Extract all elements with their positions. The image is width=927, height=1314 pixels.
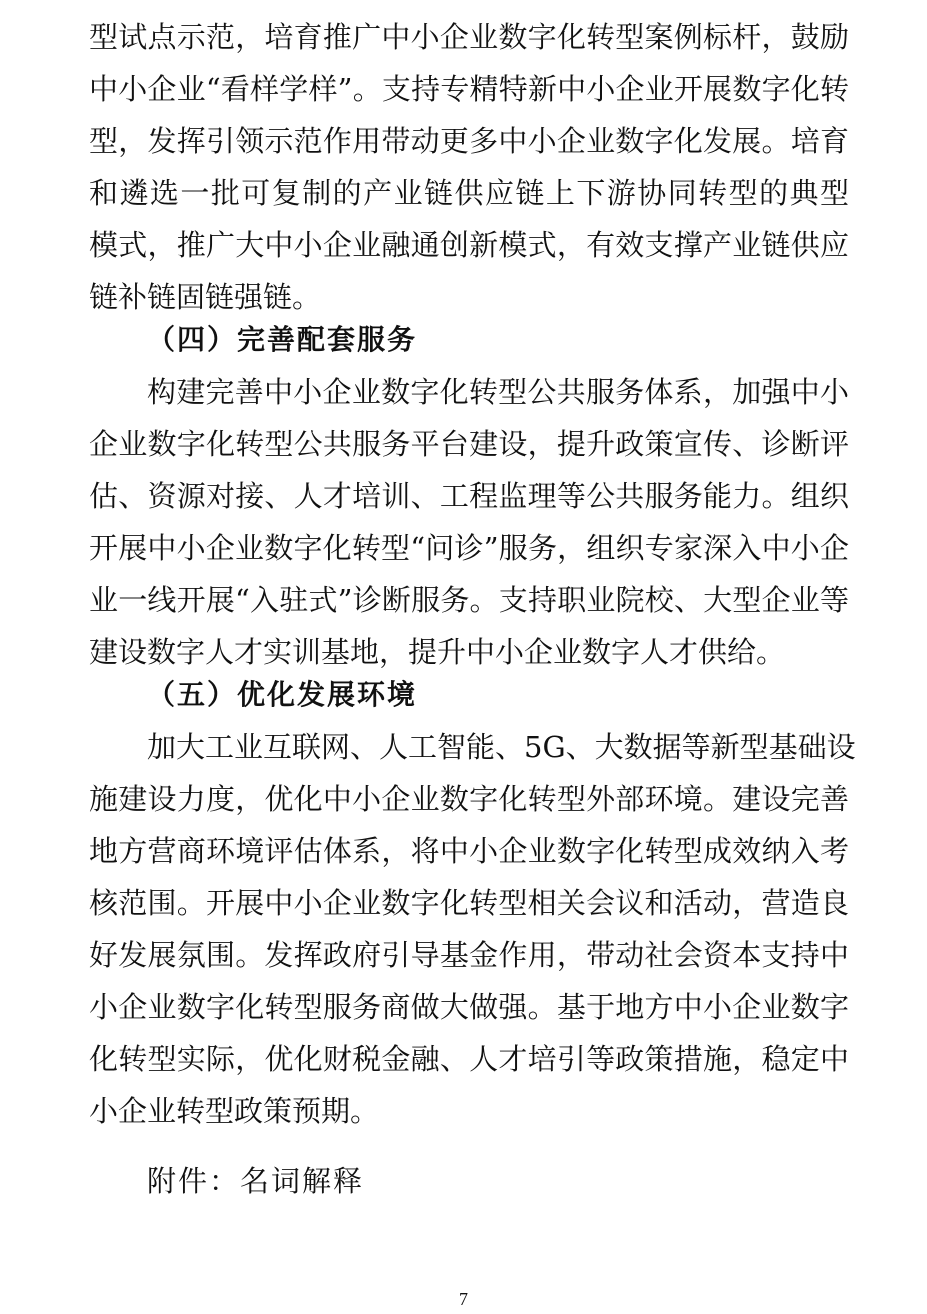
section-5-line: 加大工业互联网、人工智能、5G、大数据等新型基础设 [147,730,856,764]
section-5-line: 化转型实际，优化财税金融、人才培引等政策措施，稳定中 [89,1042,849,1076]
paragraph-line: 型试点示范，培育推广中小企业数字化转型案例标杆，鼓励 [89,20,849,54]
section-heading-4: （四）完善配套服务 [147,323,418,356]
paragraph-line: 和遴选一批可复制的产业链供应链上下游协同转型的典型 [89,176,849,210]
section-4-line: 业一线开展“入驻式”诊断服务。支持职业院校、大型企业等 [89,583,849,617]
paragraph-line: 中小企业“看样学样”。支持专精特新中小企业开展数字化转 [89,72,849,106]
section-5-line: 地方营商环境评估体系，将中小企业数字化转型成效纳入考 [89,834,849,868]
section-5-line: 核范围。开展中小企业数字化转型相关会议和活动，营造良 [89,886,849,920]
section-5-line: 好发展氛围。发挥政府引导基金作用，带动社会资本支持中 [89,938,849,972]
paragraph-line: 链补链固链强链。 [89,280,322,314]
attachment-note: 附件：名词解释 [147,1164,365,1198]
section-heading-5: （五）优化发展环境 [147,678,418,711]
section-5-line: 小企业数字化转型服务商做大做强。基于地方中小企业数字 [89,990,849,1024]
section-5-line: 施建设力度，优化中小企业数字化转型外部环境。建设完善 [89,782,849,816]
paragraph-line: 型，发挥引领示范作用带动更多中小企业数字化发展。培育 [89,124,849,158]
section-4-line: 企业数字化转型公共服务平台建设，提升政策宣传、诊断评 [89,427,849,461]
section-4-line: 构建完善中小企业数字化转型公共服务体系，加强中小 [147,375,849,409]
section-4-line: 建设数字人才实训基地，提升中小企业数字人才供给。 [89,635,786,669]
paragraph-line: 模式，推广大中小企业融通创新模式，有效支撑产业链供应 [89,228,849,262]
section-4-line: 开展中小企业数字化转型“问诊”服务，组织专家深入中小企 [89,531,849,565]
section-4-line: 估、资源对接、人才培训、工程监理等公共服务能力。组织 [89,479,849,513]
page-number: 7 [459,1289,468,1309]
section-5-line: 小企业转型政策预期。 [89,1094,380,1128]
